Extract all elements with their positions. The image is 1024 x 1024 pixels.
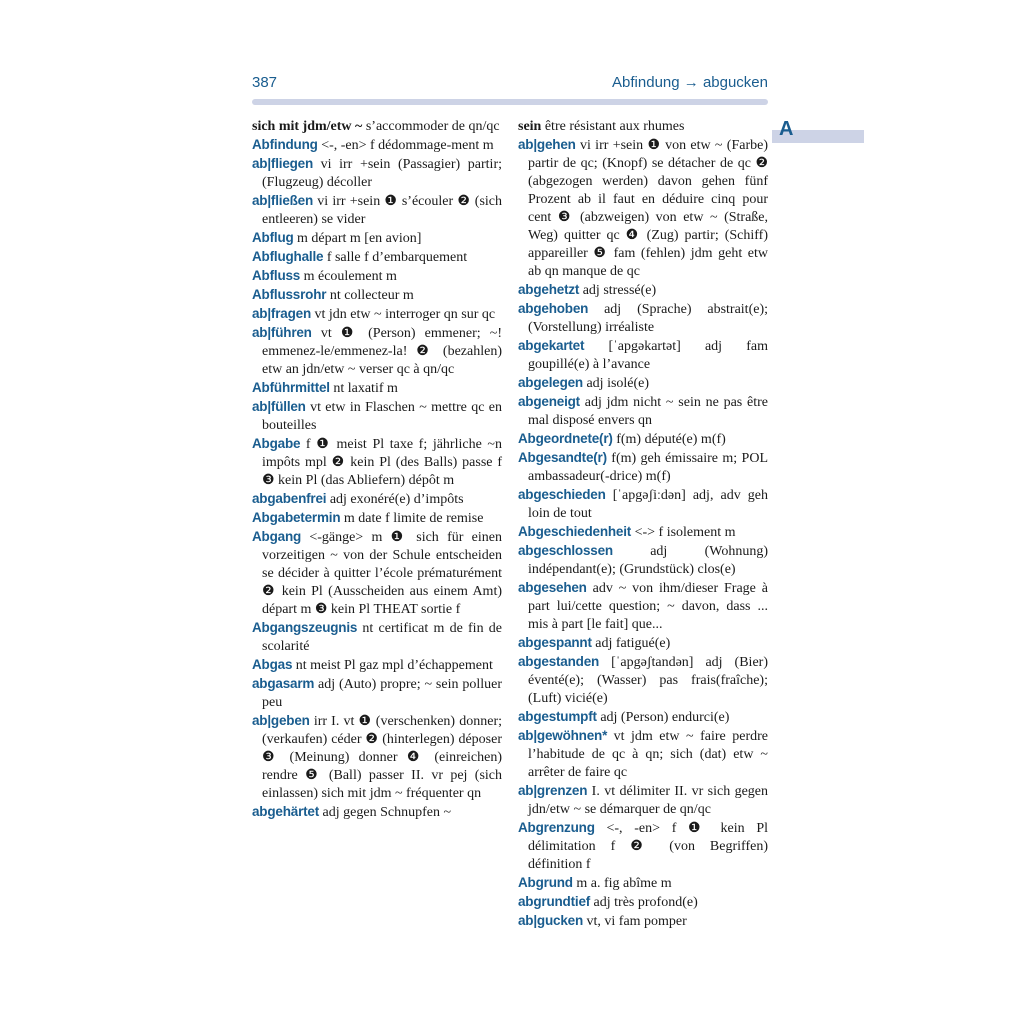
headword: ab|gewöhnen* [518,728,608,743]
headword: Abgeordnete(r) [518,431,613,446]
entry-definition: adj exonéré(e) d’impôts [326,492,464,507]
entry-definition: vt, vi fam pomper [583,914,687,929]
entry-definition: vt jdm etw ~ faire perdre l’habitude de qc à qn; sich (dat) etw ~ arrêter de faire qc [528,729,768,780]
dictionary-entry [518,874,768,893]
thumb-index-letter: A [779,118,794,140]
dictionary-entry [518,118,768,136]
running-header [252,74,768,96]
entry-definition: vi irr +sein ❶ von etw ~ (Farbe) partir de qc; (Knopf) se détacher de qc ❷ (abgezogen werden) davon gehen fünf Prozent ab il faut en déduire cinq pour cent ❸ (abzweigen) von etw ~ (Straße, Weg) quitter qc ❹ (Zug) partir; (Schiff) appareiller ❺ fam (fehlen) jdm geht etw ab qn manque de qc [528,138,768,279]
headword: Abgabetermin [252,510,341,525]
headword: abgesehen [518,580,587,595]
headword: Abflug [252,230,294,245]
guide-words: Abfindung → abgucken [612,74,768,91]
dictionary-entry [518,136,768,281]
right-column [518,118,768,931]
dictionary-entry [252,305,502,324]
dictionary-entry [252,324,502,379]
dictionary-entry [252,803,502,822]
entry-definition: adj isolé(e) [582,376,650,391]
dictionary-entry [518,653,768,708]
headword: Abgesandte(r) [518,450,607,465]
dictionary-entry [518,430,768,449]
dictionary-entry [518,819,768,874]
dictionary-entry [252,192,502,229]
dictionary-entry [252,136,502,155]
entry-definition: I. vt délimiter II. vr sich gegen jdn/etw ~ se démarquer de qn/qc [528,784,768,817]
entry-definition: m date f limite de remise [340,511,484,526]
dictionary-entry [252,229,502,248]
dictionary-entry [518,486,768,523]
dictionary-entry [518,893,768,912]
entry-definition: m départ m [en avion] [293,231,422,246]
entry-definition: adj très profond(e) [590,895,698,910]
headword: Abgeschiedenheit [518,524,632,539]
dictionary-entry [252,155,502,192]
headword: abgeschlossen [518,543,613,558]
page-number: 387 [252,74,278,91]
headword: Abflughalle [252,249,324,264]
entry-definition: adj jdm nicht ~ sein ne pas être mal disposé envers qn [528,395,768,428]
headword: abgestanden [518,654,600,669]
dictionary-entry [518,912,768,931]
dictionary-entry [518,374,768,393]
dictionary-entry [252,619,502,656]
headword: abgestumpft [518,709,597,724]
headword: abgrundtief [518,894,591,909]
dictionary-entry [518,281,768,300]
dictionary-entry [252,509,502,528]
headword: Abgrund [518,875,573,890]
headword: Abgang [252,529,302,544]
entry-definition: <-, -en> f dédommage-ment m [317,138,494,153]
headword: abgeneigt [518,394,580,409]
headword: ab|fließen [252,193,314,208]
entry-definition: <-gänge> m ❶ sich für einen vorzeitigen ~ von der Schule entscheiden se décider à quitter l’école prématurément ❷ kein Pl (Ausscheiden aus einem Amt) départ m ❸ kein Pl THEAT sortie f [262,530,502,617]
dictionary-entry [518,449,768,486]
headword: abgekartet [518,338,585,353]
entry-definition: irr I. vt ❶ (verschenken) donner; (verkaufen) céder ❷ (hinterlegen) déposer ❸ (Meinung) donner ❹ (einreichen) rendre ❺ (Ball) passer II. vr pej (sich einlassen) sich mit jdm ~ fréquenter qn [262,714,502,801]
headword: Abführmittel [252,380,330,395]
headword: sein [518,119,542,134]
headword: ab|fragen [252,306,311,321]
headword: ab|führen [252,325,312,340]
headword: Abgabe [252,436,301,451]
headword: Abfluss [252,268,301,283]
entry-definition: f ❶ meist Pl taxe f; jährliche ~n impôts mpl ❷ kein Pl (des Balls) passe f ❸ kein Pl (das Abliefern) dépôt m [262,437,502,488]
headword: Abgas [252,657,293,672]
headword: ab|gucken [518,913,583,928]
entry-definition: s’accommoder de qn/qc [362,119,500,134]
headword: Abflussrohr [252,287,327,302]
headword: Abgangszeugnis [252,620,358,635]
dictionary-entry [252,712,502,803]
dictionary-entry [518,727,768,782]
dictionary-entry [518,782,768,819]
dictionary-entry [518,708,768,727]
entry-definition: vt etw in Flaschen ~ mettre qc en bouteilles [262,400,502,433]
entry-definition: adj stressé(e) [579,283,657,298]
entry-definition: m a. fig abîme m [572,876,672,891]
entry-definition: f salle f d’embarquement [323,250,468,265]
headword: ab|gehen [518,137,576,152]
headword: ab|fliegen [252,156,314,171]
entry-definition: adj (Auto) propre; ~ sein polluer peu [262,677,502,710]
headword: Abfindung [252,137,318,152]
entry-definition: [ˈapgəʃtandən] adj (Bier) éventé(e); (Wasser) pas frais(fraîche); (Luft) vicié(e) [528,655,768,706]
entry-definition: <-, -en> f ❶ kein Pl délimitation f ❷ (von Begriffen) définition f [528,821,768,872]
entry-definition: adj gegen Schnupfen ~ [319,805,452,820]
entry-definition: adj fatigué(e) [591,636,671,651]
entry-definition: adj (Person) endurci(e) [596,710,730,725]
dictionary-entry [518,300,768,337]
entry-definition: [ˈapgəʃiːdən] adj, adv geh loin de tout [528,488,768,521]
entry-definition: f(m) geh émissaire m; POL ambassadeur(-drice) m(f) [528,451,768,484]
entry-definition: nt certificat m de fin de scolarité [262,621,502,654]
dictionary-entry [518,542,768,579]
entry-definition: être résistant aux rhumes [541,119,685,134]
headword: abgehärtet [252,804,320,819]
entry-definition: vi irr +sein ❶ s’écouler ❷ (sich entleeren) se vider [262,194,502,227]
dictionary-entry [252,435,502,490]
headword: ab|geben [252,713,310,728]
headword: abgabenfrei [252,491,327,506]
entry-definition: vt jdn etw ~ interroger qn sur qc [311,307,496,322]
entry-definition: nt laxatif m [329,381,398,396]
entry-definition: [ˈapgəkartət] adj fam goupillé(e) à l’avance [528,339,768,372]
entry-definition: nt meist Pl gaz mpl d’échappement [292,658,493,673]
dictionary-entry [518,634,768,653]
headword: abgehetzt [518,282,580,297]
dictionary-entry [252,286,502,305]
dictionary-entry [252,656,502,675]
entry-definition: adj (Sprache) abstrait(e); (Vorstellung) irréaliste [528,302,768,335]
dictionary-entry [252,490,502,509]
headword: abgelegen [518,375,583,390]
entry-definition: f(m) député(e) m(f) [612,432,726,447]
entry-definition: adj (Wohnung) indépendant(e); (Grundstück) clos(e) [528,544,768,577]
dictionary-entry [252,267,502,286]
dictionary-entry [518,579,768,634]
headword: Abgrenzung [518,820,595,835]
headword: abgespannt [518,635,592,650]
headword: abgeschieden [518,487,606,502]
entry-definition: vi irr +sein (Passagier) partir; (Flugzeug) décoller [262,157,502,190]
dictionary-entry [252,675,502,712]
headword: ab|füllen [252,399,306,414]
headword: abgehoben [518,301,589,316]
header-rule [252,99,768,105]
dictionary-entry [252,528,502,619]
headword: abgasarm [252,676,315,691]
dictionary-entry [518,393,768,430]
dictionary-entry [252,398,502,435]
entry-definition: nt collecteur m [326,288,414,303]
entry-definition: vt ❶ (Person) emmener; ~! emmenez-le/emmenez-la! ❷ (bezahlen) etw an jdn/etw ~ verser qc à qn/qc [262,326,502,377]
left-column [252,118,502,822]
entry-definition: m écoulement m [300,269,397,284]
entry-definition: <-> f isolement m [631,525,736,540]
headword: ab|grenzen [518,783,588,798]
dictionary-entry [252,248,502,267]
entry-definition: adv ~ von ihm/dieser Frage à part lui/cette question; ~ davon, dass ... mis à part [le fait] que... [528,581,768,632]
dictionary-entry [518,523,768,542]
dictionary-entry [252,379,502,398]
dictionary-entry [252,118,502,136]
dictionary-entry [518,337,768,374]
headword: sich mit jdm/etw ~ [252,119,363,134]
